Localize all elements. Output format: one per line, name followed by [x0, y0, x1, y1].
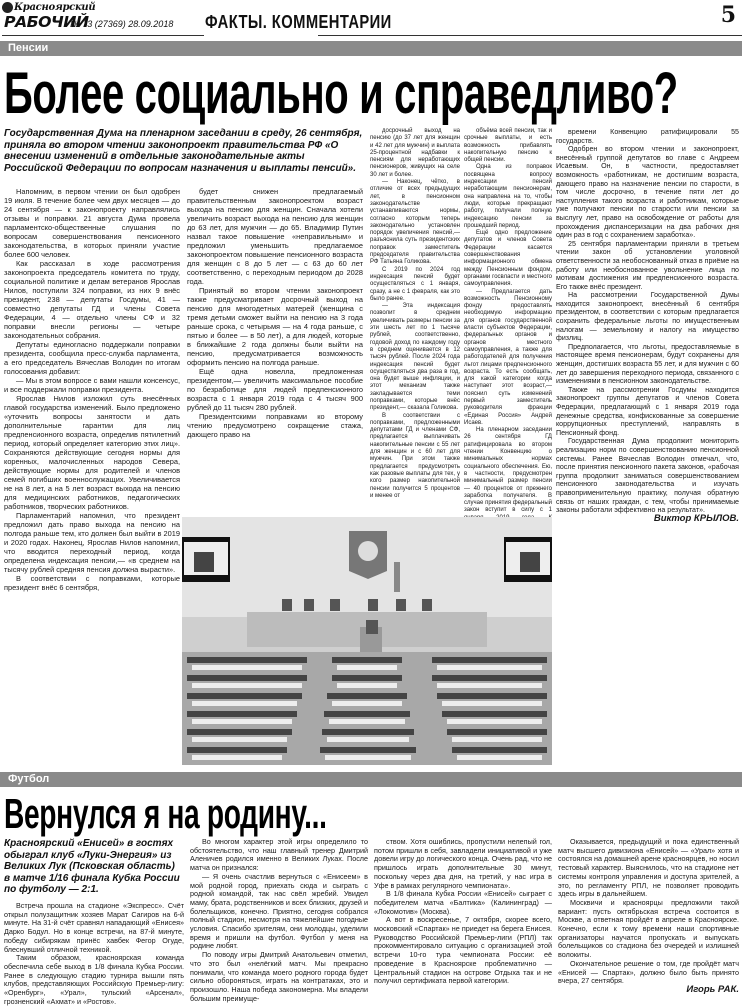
article-column [190, 837, 368, 1003]
paragraph: Напомним, в первом чтении он был одобрен 19 июля. В течение более чем двух месяцев — до 24 сентября — к законопроекту направлялись отзывы и поправки. 21 августа Дума провела парламентско-общественные слушания по вопросам совершенствования пенсионного законодательства, в которых приняли участие более 600 человек. [4, 187, 180, 259]
article-lead: Государственная Дума на пленарном заседании в среду, 26 сентября, приняла во втором чтении законопроект правительства РФ «О внесении изменений в отдельные законодательные акты Российской Федерации по вопросам назначения и выплаты пенсий». [4, 128, 363, 174]
article-lead: Красноярский «Енисей» в гостях обыграл клуб «Луки-Энергия» из Великих Лук (Псковская область) в матче 1/16 финала Кубка России по футболу — 2:1. [4, 838, 180, 895]
paragraph: Во многом характер этой игры определило то обстоятельство, что наш главный тренер Дмитрий Аленичев родился именно в Великих Луках. После матча он признался: [190, 837, 368, 873]
paragraph: Таким образом, красноярская команда обеспечила себе выход в 1/8 финала Кубка России. Ранее в следующую стадию турнира вышли пять клубов, представляющих Российскую Премьер-лигу: «Оренбург», «Урал», тульский «Арсенал», грозненский «Ахмат» и «Ростов». [4, 953, 184, 1006]
paragraph: ством. Хотя ошиблись, пропустили нелепый гол, потом пришли в себя, завладели инициативой и уже довели игру до логического конца. Очень рад, что не пришлось играть дополнительные 30 минут, поскольку через два дня, на третий, у нас игра в Уфе в рамках регулярного чемпионата». [374, 837, 552, 890]
paragraph: Президентскими поправками ко второму чтению предусмотрено сокращение стажа, дающего право на [187, 412, 363, 439]
emblem-icon [2, 2, 13, 13]
logo-line2: РАБОЧИЙ [4, 13, 89, 31]
paragraph: — Предлагается дать возможность Пенсионному фонду предоставлять необходимую информацию для органов государственной власти субъектов Федерации, федеральных органов и органов местного самоуправления, а также для работодателей для получения льгот лицами предпенсионного возраста. То есть сообщать, для какой категории когда наступает этот возраст,— пояснил суть изменений первый заместитель руководителя фракции «Единая Россия» Андрей Исаев. [464, 288, 552, 426]
paragraph: Одобрен во втором чтении и законопроект, внесённый группой депутатов во главе с Андреем Исаевым. Он, в частности, предоставляет возможность «работникам, не достигшим возраста, дающего право на назначение пенсии по старости, в том числе досрочно, в течение пяти лет до наступления такого возраста и работникам, которые уже получают пенсии по старости или пенсии за выслугу лет, право на освобождение от работы для прохождения диспансеризации на два рабочих дня один раз в год с сохранением заработка». [556, 145, 739, 240]
paragraph: А вот в воскресенье, 7 октября, скорее всего, московский «Спартак» не приедет на берега Енисея. Руководство Российской Премьер-лиги (РПЛ) так прокомментировало ситуацию с организацией этой встречи 10-го тура чемпионата России: её проведение в Красноярске проблематично — Центральный стадион на острове Отдыха так и не получил сертификата первой категории. [374, 915, 552, 986]
paragraph: Ещё одно предложение депутатов и членов Совета Федерации касается совершенствования информационного обмена между Пенсионным фондом, органами госвласти и местного самоуправления. [464, 230, 552, 288]
author-signature: Виктор КРЫЛОВ. [653, 512, 739, 524]
paragraph: — Наконец, чётко, в отличие от всех предыдущих лет, в пенсионном законодательстве устанавливаются нормы, согласно которым теперь законодательно установлен порядок увеличения пенсий,— разъяснила суть президентских поправок заместитель председателя правительства РФ Татьяна Голикова. [370, 179, 460, 266]
article-column [558, 838, 739, 998]
paragraph: времени Конвенцию ратифицировали 55 государств. [556, 128, 739, 145]
article-column [556, 128, 739, 788]
paragraph: объёма всей пенсии, так и срочные выплаты, и есть возможность прибавлять накопительную пенсию к общей пенсии. [464, 128, 552, 164]
rubric-label: Футбол [8, 773, 50, 785]
paragraph: В соответствии с поправками, предложенными депутатами ГД и членами СФ, предлагается выплачивать накопительные пенсии с 55 лет для женщин и с 60 лет для мужчин. При этом также предлагается предусмотреть как разовые выплаты для тех, у кого размер накопительной пенсии получится 5 процентов и менее от [370, 412, 460, 499]
masthead [0, 0, 742, 42]
paragraph: С 2019 по 2024 год индексация пенсий будет осуществляться с 1 января, сразу, а не с 1 февраля, как это было ранее. [370, 266, 460, 302]
paragraph: Ещё одна новелла, предложенная президентом,— увеличить максимальное пособие по безработице для людей предпенсионного возраста с 1 января 2019 года с 4 тысяч 900 рублей до 11 тысяч 280 рублей. [187, 367, 363, 412]
rubric-label: Пенсии [8, 42, 49, 54]
paragraph: Встреча прошла на стадионе «Экспресс». Счёт открыл полузащитник хозяев Марат Сагиров на 6-й минуте. На 31-й счёт сравнял нападающий «Енисея» Дарко Бодул. Но в конце встречи, на 87-й минуте, победу сибирякам принёс хавбек Фегор Огуде, блеснувший отличной техникой. [4, 901, 184, 954]
paragraph: Как рассказал в ходе рассмотрения законопроекта председатель комитета по труду, социальной политике и делам ветеранов Ярослав Нилов, поступили 324 поправки, из них 9 внёс президент, 238 — депутаты Госдумы, 41 — совместно депутаты ГД и члены Совета Федерации, 4 — отдельно члены СФ и 32 поправки внесли регионы — четыре законодательных собрания. [4, 259, 180, 340]
photo-image [182, 517, 552, 765]
paragraph: В 1/8 финала Кубка России «Енисей» сыграет с победителем матча «Балтика» (Калининград) — «Локомотив» (Москва). [374, 889, 552, 916]
paragraph: На рассмотрении Государственной Думы находится законопроект, внесённый 6 сентября президентом, в соответствии с которым предлагается сохранить федеральные льготы по имущественным налогам — земельному и налогу на имущество физлиц. [556, 291, 739, 343]
article-column [370, 128, 460, 515]
divider [2, 35, 204, 36]
article-column [187, 187, 363, 515]
paragraph: — Я очень счастлив вернуться с «Енисеем» в мой родной город, приехать сюда и сыграть с родной командой, так нас свёл жребий. Увидел маму, брата, родственников и всех близких, друзей и болельщиков, конечно. Приятно, сегодня собрался полный стадион, несмотря на тяжелейшие погодные условия. Спасибо зрителям, они молодцы, уделили время и пришли на футбол. Футбол у меня на родине любят. [190, 871, 368, 951]
paragraph: Москвичи и красноярцы предложили такой вариант: пусть октябрьская встреча состоится в Москве, а ответная пройдёт в апреле в Красноярске. Конечно, если к тому времени наши спортивные организаторы научатся пропускать и выпускать болельщиков со стадиона без очередей и излишней волокиты. [558, 897, 739, 960]
article-column [4, 901, 184, 1006]
paragraph: — Мы в этом вопросе с вами нашли консенсус, и все поддержали поправки президента. [4, 376, 180, 394]
paragraph: 25 сентября парламентарии приняли в третьем чтении закон об установлении уголовной ответственности за необоснованный отказ в приёме на работу или необоснованное увольнение лица по мотивам достижения им предпенсионного возраста. Его также внёс президент. [556, 239, 739, 291]
rubric-bar [0, 772, 742, 787]
logo-line1: Красноярский [14, 2, 96, 13]
paragraph: Одна из поправок посвящена вопросу индексации пенсий неработающим пенсионерам, она направлена на то, чтобы люди, которые прекращают работу, получали полную индексацию пенсии за прошедший период. [464, 164, 552, 229]
duma-session-photo [182, 517, 552, 765]
article-column [374, 838, 552, 998]
paragraph: В соответствии с поправками, которые президент внёс 6 сентября, [4, 574, 180, 592]
issue-info: № 73 (27369) 28.09.2018 [70, 19, 174, 29]
paragraph: По поводу игры Дмитрий Анатольевич отметил, что это был «нелёгкий матч. Мы прекрасно понимали, что команда моего родного города будет сильно обороняться, играть на контратаках, это и произошло. Наша победа закономерна. Мы владели большим преимуще- [190, 950, 368, 1003]
paragraph: Также на рассмотрении Госдумы находится законопроект группы депутатов и членов Совета Федерации, предлагающий с 1 января 2019 года денежные средства, конфискованные за совершение коррупционных преступлений, направлять в Пенсионный фонд. [556, 385, 739, 437]
paragraph: Государственная Дума продолжит мониторить реализацию норм по совершенствованию пенсионной системы. Ранее Вячеслав Володин отмечал, что, после принятия пенсионного пакета законов, «рабочая группа продолжит заниматься совершенствованием пенсионного законодательства и изучать правоприменительную практику, получая обратную связь от наших граждан, с тем, чтобы принимаемые законы работали эффективно на результат». [556, 437, 739, 515]
paragraph: Принятый во втором чтении законопроект также предусматривает досрочный выход на пенсию для многодетных матерей (женщина с тремя детьми сможет выйти на пенсию на 3 года раньше срока, с четырьмя — на 4 года раньше, с пятью и более — в 50 лет), а для людей, которые в ближайшие 2 года должны были выйти на пенсию, предусматривается возможность оформить пенсию на полгода раньше. [187, 286, 363, 367]
page-number: 5 [720, 2, 736, 28]
paragraph: Депутаты единогласно поддержали поправки президента, сообщила пресс-служба парламента, а его председатель Вячеслав Володин по итогам голосования добавил: [4, 340, 180, 376]
paragraph: Предполагается, что льготы, предоставляемые в настоящее время пенсионерам, будут сохранены для женщин, достигших возраста 55 лет, и для мужчин с 60 лет до завершения переходного периода, связанного с изменениями в пенсионном законодательстве. [556, 342, 739, 386]
paragraph: досрочный выход на пенсию (до 37 лет для женщин и 42 лет для мужчин) и выплата 25-процентной надбавки к пенсиям для неработающих пенсионеров, живущих на селе 30 лет и более. [370, 128, 460, 178]
rubric-bar [0, 41, 742, 56]
paragraph: Парламентарий напомнил, что президент предложил дать право выхода на пенсию на полгода раньше тем, кто должен был выйти в 2019 и 2020 годах. Наконец, Ярослав Нилов напомнил, что вводится переходный период, когда определена индексация пенсии,— «в среднем на тысячу рублей средняя пенсия должна вырасти». [4, 511, 180, 574]
article-column [4, 187, 180, 769]
paragraph: Окончательное решение о том, где пройдёт матч «Енисей — Спартак», должно было быть принято вчера, 27 сентября. [558, 958, 739, 986]
paragraph: — Эта индексация позволит в среднем увеличивать размеры пенсии за эти шесть лет по 1 тысяче рублей, соответственно, годовой доход по каждому году в среднем оценивается в 12 тысяч рублей. После 2024 года индексация пенсий будет осуществляться два раза в год, она будет выше инфляции, и этот механизм также закладывается теми поправками, которые внёс президент,— сказала Голикова. [370, 303, 460, 412]
paragraph: На пленарном заседании 26 сентября ГД ратифицировала во втором чтении Конвенцию о минимальных нормах социального обеспечения. Ею, в частности, предусмотрен минимальный размер пенсии — 40 процентов от прежнего заработка получателя. В случае принятия федеральный закон вступит в силу с 1 [464, 427, 552, 514]
article-headline: Вернулся я на родину... [4, 790, 327, 837]
article-headline: Более социально и справедливо? [4, 61, 678, 126]
paragraph: Ярослав Нилов изложил суть внесённых главой государства изменений. Было предложено «уточнить вопросы занятости и дать дополнительные гарантии для лиц предпенсионного возраста, определив пятилетний период, который определяет категорию этих лиц». Сохраняются действующие сегодня нормы для коренных, малочисленных народов Севера, действующие нормы для родителей и членов семей погибших военнослужащих. Увеличивается не на 8 лет, а на 5 лет возраст выхода на пенсию для медицинских работников, педагогических работников, творческих работников. [4, 394, 180, 511]
author-signature: Игорь РАК. [686, 983, 739, 995]
divider [318, 35, 742, 36]
article-column [464, 128, 552, 515]
paragraph: будет снижен предлагаемый правительственным законопроектом возраст выхода на пенсию для женщин. Сначала хотели увеличить возраст выхода на пенсию для женщин до 63 лет, для мужчин — до 65. Владимир Путин назвал такое повышение «неправильным» и предложил уменьшить предлагаемое законопроектом повышение пенсионного возраста для женщин с 8 до 5 лет — с 63 до 60 лет соответственно, с переходным периодом до 2028 года. [187, 187, 363, 286]
paragraph: Оказывается, предыдущий и пока единственный матч высшего дивизиона «Енисей» — «Урал» хотя и состоялся на домашней арене красноярцев, но носил тестовый характер. Выяснилось, что на стадионе нет системы контроля управления и доступа зрителей, а это, по регламенту РПЛ, не позволяет проводить здесь игры в дальнейшем. [558, 837, 740, 899]
section-title: ФАКТЫ. КОММЕНТАРИИ [205, 12, 392, 32]
